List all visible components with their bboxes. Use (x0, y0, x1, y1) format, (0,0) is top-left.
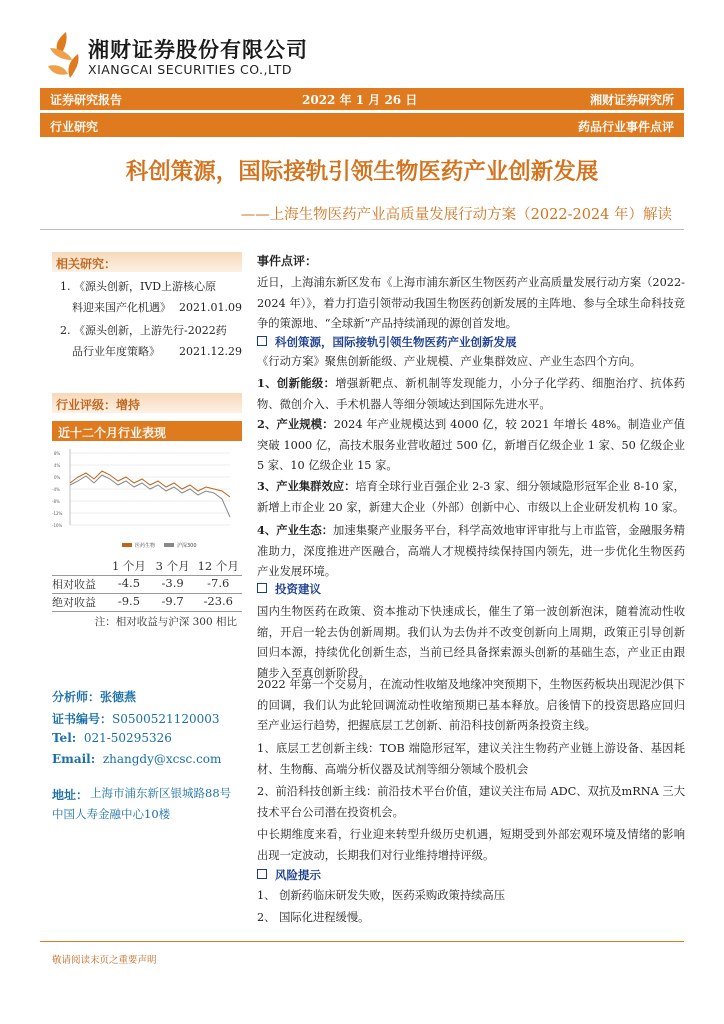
svg-text:-4%: -4% (52, 487, 60, 492)
report-category: 行业研究 (50, 120, 99, 134)
svg-text:-16%: -16% (52, 523, 63, 528)
legend-label: 医药生物 (135, 543, 156, 549)
table-header-row (52, 558, 242, 575)
point-text: 加速集聚产业服务平台，科学高效地审评审批与上市监管，金融服务精准助力，深度推进产医融合，高端人才规模持续保持国内领先，进一步优化生物医药产业发展环境。 (257, 524, 685, 579)
telephone-label: Tel: (52, 731, 77, 745)
related-item-date: 2021.01.09 (179, 301, 242, 314)
table-row (52, 575, 242, 593)
header-band-top (40, 88, 684, 110)
email-label: Email: (52, 752, 96, 766)
returns-table (52, 558, 242, 612)
performance-chart (52, 443, 242, 555)
certificate-number: S0500521120003 (112, 712, 220, 726)
address-label: 地址： (52, 788, 89, 802)
mainline-paragraph: 1、底层工艺创新主线：TOB 端隐形冠军，建议关注生物药产业链上游设备、基因耗材、生物酶、高端分析仪器及试剂等细分领域个股机会 (257, 742, 685, 776)
performance-heading (52, 421, 242, 441)
related-research-heading (52, 252, 242, 272)
svg-text:-8%: -8% (52, 499, 60, 504)
risk-item: 1、 创新药临床研发失败，医药采购政策持续高压 (257, 889, 506, 902)
section-heading-text: 投资建议 (275, 582, 321, 596)
point-label: 2、产业规模： (257, 417, 334, 431)
svg-text:4%: 4% (54, 463, 61, 468)
table-row-label: 相对收益 (52, 578, 96, 591)
performance-heading-label: 近十二个月行业表现 (58, 426, 167, 440)
section-heading-text: 风险提示 (275, 868, 321, 882)
analyst (52, 688, 136, 705)
related-item-title-line1[interactable]: 1. 《源头创新，IVD上游核心原 (60, 280, 217, 293)
address-line: 中国人寿金融中心10楼 (52, 807, 171, 821)
industry-rating (52, 393, 242, 413)
point-paragraph (257, 520, 685, 583)
address-line: 上海市浦东新区银城路88号 (90, 786, 232, 800)
point-text: 培育全球行业百强企业 2-3 家、细分领域隐形冠军企业 8-10 家，新增上市企业 20 家，新建大企业（外部）创新中心、市级以上企业研发机构 10 家。 (257, 480, 685, 514)
industry-rating-label: 行业评级：增持 (56, 398, 141, 412)
risk-item: 2、 国际化进程缓慢。 (257, 911, 370, 924)
svg-text:8%: 8% (54, 451, 61, 456)
section-heading (257, 334, 517, 350)
intro-paragraph: 近日，上海浦东新区发布《上海市浦东新区生物医药产业高质量发展行动方案（2022-2024 年）》，着力打造引领带动我国生物医药创新发展的主阵地、参与全球生命科技竞争的策源地、“全球新”产品持续涌现的源创首发地。 (257, 276, 685, 331)
footer-disclaimer[interactable]: 敬请阅读末页之重要声明 (52, 955, 157, 966)
event-heading: 事件点评： (257, 254, 318, 268)
series-line-sector (70, 475, 230, 517)
legend-label: 沪深300 (177, 543, 197, 549)
point-text: 增强新靶点、新机制等发现能力，小分子化学药、细胞治疗、抗体药物、微创介入、手术机器人等细分领域达到国际先进水平。 (257, 377, 685, 411)
section-heading (257, 867, 321, 883)
point-text: 2024 年产业规模达到 4000 亿，较 2021 年增长 48%。制造业产值突破 1000 亿，高技术服务业营收超过 500 亿，新增百亿级企业 1 家、50 亿级企业 5 家、10 亿级企业 15 家。 (257, 418, 685, 473)
section-heading-text: 科创策源，国际接轨引领生物医药产业创新发展 (275, 335, 517, 349)
plan-summary: 《行动方案》聚焦创新能级、产业规模、产业集群效应、产业生态四个方向。 (257, 355, 642, 368)
telephone-number: 021-50295326 (83, 731, 172, 745)
point-label: 3、产业集群效应： (257, 479, 356, 493)
page-title: 科创策源，国际接轨引领生物医药产业创新发展 (125, 159, 599, 185)
investment-paragraph: 2022 年第一个交易月，在流动性收缩及地缘冲突预期下，生物医药板块出现泥沙俱下的回调，我们认为此轮回调流动性收缩预期已基本释放。启後情下的投资思路应回归至产业运行趋势，把握底层工艺创新、前沿科技创新两条投资主线。 (257, 678, 685, 733)
address (52, 786, 88, 803)
series-line-benchmark (70, 471, 230, 497)
checkbox-icon (257, 583, 267, 593)
title-divider (40, 229, 684, 230)
email-address[interactable]: zhangdy@xcsc.com (102, 752, 222, 766)
point-paragraph (257, 414, 685, 477)
page-subtitle: ——上海生物医药产业高质量发展行动方案（2022-2024 年）解读 (240, 207, 672, 223)
company-name-cn: 湘财证券股份有限公司 (88, 38, 308, 62)
related-item-title-line2[interactable]: 料迎来国产化机遇》 (72, 301, 171, 314)
table-note: 注：相对收益与沪深 300 相比 (94, 616, 237, 628)
investment-paragraph: 国内生物医药在政策、资本推动下快速成长，催生了第一波创新泡沫，随着流动性收缩，开启一轮去伪创新周期。我们认为去伪并不改变创新向上周期，政策正引导创新回归本源，持续优化创新生态，当前已经具备探索源头创新的基础生态，产业正由跟随步入至真创新阶段。 (257, 605, 685, 680)
point-paragraph (257, 373, 685, 415)
table-header: 1 个月 (111, 559, 146, 573)
table-cell: -9.7 (161, 594, 184, 608)
table-row-label: 绝对收益 (52, 596, 96, 609)
table-cell: -9.5 (117, 594, 141, 608)
table-cell: -4.5 (117, 576, 141, 590)
related-research-label: 相关研究： (56, 257, 117, 271)
company-name-en: XIANGCAI SECURITIES CO.,LTD (88, 62, 292, 77)
svg-text:-12%: -12% (52, 511, 63, 516)
table-header: 12 个月 (197, 559, 239, 573)
related-item[interactable] (60, 320, 242, 362)
report-date: 2022 年 1 月 26 日 (302, 93, 418, 107)
section-heading (257, 581, 321, 597)
table-cell: -7.6 (207, 576, 230, 590)
analyst-label: 分析师： (52, 690, 101, 704)
mainline-paragraph: 2、前沿科技创新主线：前沿技术平台价值，建议关注布局 ADC、双抗及mRNA 三大技术平台公司潜在投资机会。 (257, 785, 685, 819)
related-item[interactable] (60, 276, 242, 318)
related-item-title-line2[interactable]: 品行业年度策略》 (72, 345, 160, 358)
point-label: 4、产业生态： (257, 523, 334, 537)
certificate-label: 证书编号： (52, 712, 113, 726)
checkbox-icon (257, 869, 267, 879)
analyst-name: 张徳燕 (100, 690, 137, 704)
email (52, 752, 221, 766)
report-subcategory: 药品行业事件点评 (577, 120, 674, 134)
table-row (52, 593, 242, 612)
table-cell: -3.9 (161, 576, 184, 590)
table-header: 3 个月 (155, 559, 190, 573)
outlook-paragraph: 中长期维度来看，行业迎来转型升级历史机遇，短期受到外部宏观环境及情绪的影响出现一定波动，长期我们对行业维持增持评级。 (257, 828, 685, 862)
telephone (52, 731, 172, 745)
svg-text:0%: 0% (54, 475, 61, 480)
checkbox-icon (257, 336, 267, 346)
footer-divider (40, 941, 684, 942)
point-paragraph (257, 476, 685, 518)
institute-name: 湘财证券研究所 (589, 93, 674, 107)
header-band-bottom (40, 113, 684, 137)
related-item-date: 2021.12.29 (179, 345, 242, 358)
related-item-title-line1[interactable]: 2. 《源头创新，上游先行-2022药 (60, 324, 227, 337)
company-logo-icon (44, 30, 84, 82)
point-label: 1、创新能级： (257, 376, 336, 390)
table-cell: -23.6 (203, 594, 233, 608)
report-type: 证券研究报告 (50, 93, 123, 107)
certificate (52, 710, 220, 727)
